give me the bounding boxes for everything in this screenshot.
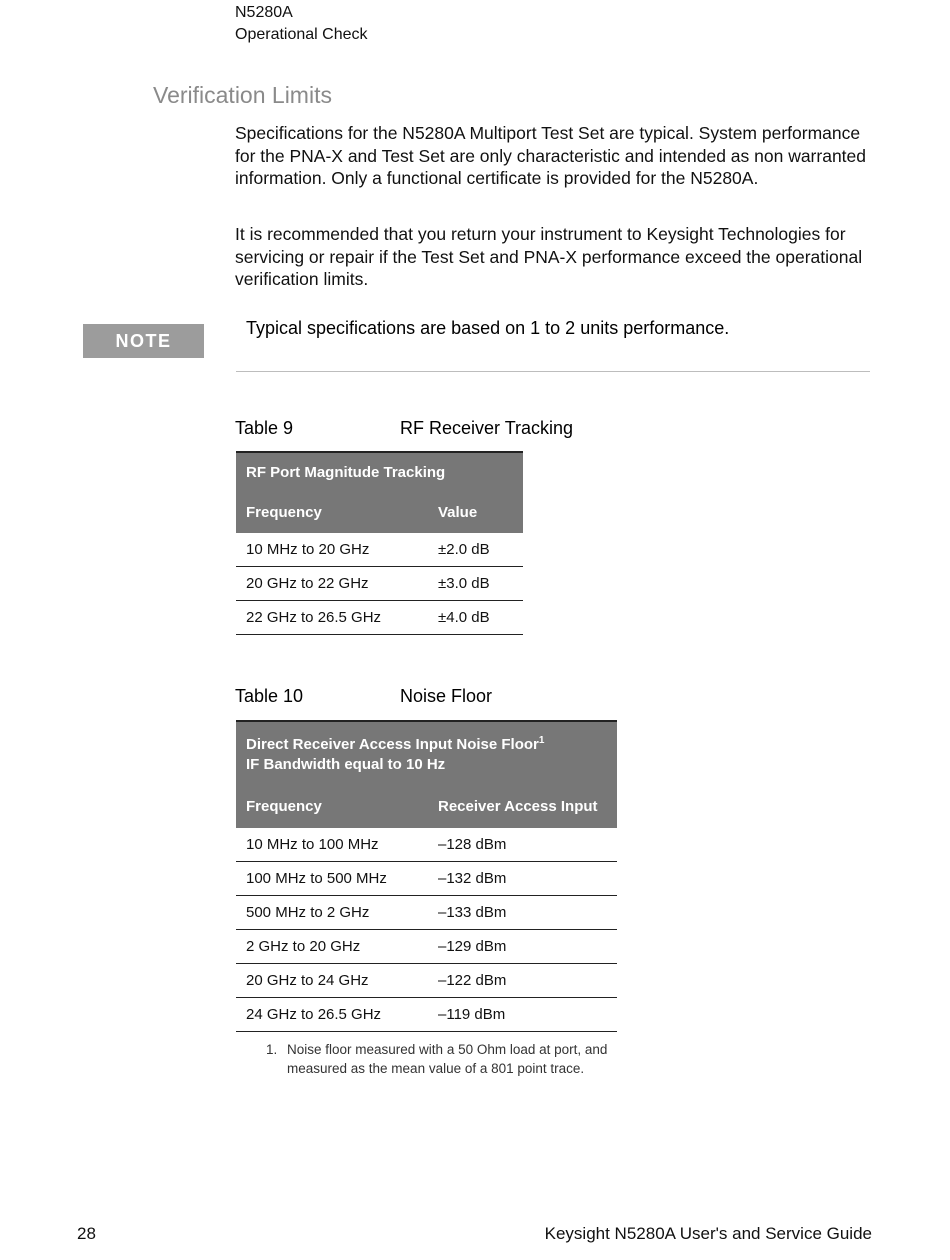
header-chapter: Operational Check (235, 26, 368, 43)
table10-cell-frequency: 10 MHz to 100 MHz (236, 828, 428, 862)
table10-cell-frequency: 100 MHz to 500 MHz (236, 862, 428, 896)
table-row (236, 567, 523, 601)
header-model: N5280A (235, 4, 293, 21)
table10-cell-value: –119 dBm (428, 998, 617, 1032)
table-row (236, 862, 617, 896)
table10-cell-frequency: 24 GHz to 26.5 GHz (236, 998, 428, 1032)
footnote-text: Noise floor measured with a 50 Ohm load at port, and measured as the mean value of a 801 point trace. (287, 1042, 608, 1076)
note-text: Typical specifications are based on 1 to 2 units performance. (246, 318, 730, 338)
table-row (236, 964, 617, 998)
table10-cell-frequency: 2 GHz to 20 GHz (236, 930, 428, 964)
table9-col-frequency: Frequency (236, 491, 428, 533)
table10-cell-frequency: 500 MHz to 2 GHz (236, 896, 428, 930)
table9-cell-frequency: 22 GHz to 26.5 GHz (236, 601, 428, 635)
table10-col-receiver-access-input: Receiver Access Input (428, 784, 617, 828)
table10-cell-value: –128 dBm (428, 828, 617, 862)
table10-group-header-line1: Direct Receiver Access Input Noise Floor (246, 736, 539, 753)
table9-group-header: RF Port Magnitude Tracking (236, 452, 523, 491)
table9-rf-receiver-tracking (236, 451, 523, 635)
table-row (236, 998, 617, 1032)
table-row (236, 533, 523, 567)
table-row (236, 930, 617, 964)
paragraph-recommendation: It is recommended that you return your instrument to Keysight Technologies for servicing or repair if the Test Set and PNA-X performance exceed the operational verification limits. (235, 224, 863, 289)
table10-cell-value: –133 dBm (428, 896, 617, 930)
table-row (236, 828, 617, 862)
table10-group-header-line2: IF Bandwidth equal to 10 Hz (246, 756, 446, 773)
table10-cell-value: –129 dBm (428, 930, 617, 964)
note-label: NOTE (83, 324, 204, 358)
table10-col-frequency: Frequency (236, 784, 428, 828)
table-row (236, 896, 617, 930)
table10-cell-value: –132 dBm (428, 862, 617, 896)
footnote-number: 1. (266, 1042, 278, 1057)
table10-group-header (236, 721, 617, 784)
note-divider (236, 371, 870, 372)
table9-cell-frequency: 10 MHz to 20 GHz (236, 533, 428, 567)
section-title: Verification Limits (153, 82, 332, 108)
page-number: 28 (77, 1224, 96, 1243)
table10-number: Table 10 (235, 686, 304, 706)
table9-cell-value: ±2.0 dB (428, 533, 523, 567)
table10-cell-frequency: 20 GHz to 24 GHz (236, 964, 428, 998)
table9-cell-value: ±4.0 dB (428, 601, 523, 635)
table-row (236, 601, 523, 635)
paragraph-specifications: Specifications for the N5280A Multiport Test Set are typical. System performance for the PNA-X and Test Set are only characteristic and intended as non warranted information. Only a functional certificate is provided for the N5280A. (235, 123, 867, 188)
table10-title: Noise Floor (400, 686, 493, 706)
footer-guide-title: Keysight N5280A User's and Service Guide (544, 1224, 872, 1243)
table9-number: Table 9 (235, 418, 294, 438)
table10-cell-value: –122 dBm (428, 964, 617, 998)
table10-noise-floor (236, 720, 617, 1032)
table9-col-value: Value (428, 491, 523, 533)
table9-cell-frequency: 20 GHz to 22 GHz (236, 567, 428, 601)
footnote-ref: 1 (538, 735, 545, 746)
table9-title: RF Receiver Tracking (400, 418, 574, 438)
table9-cell-value: ±3.0 dB (428, 567, 523, 601)
